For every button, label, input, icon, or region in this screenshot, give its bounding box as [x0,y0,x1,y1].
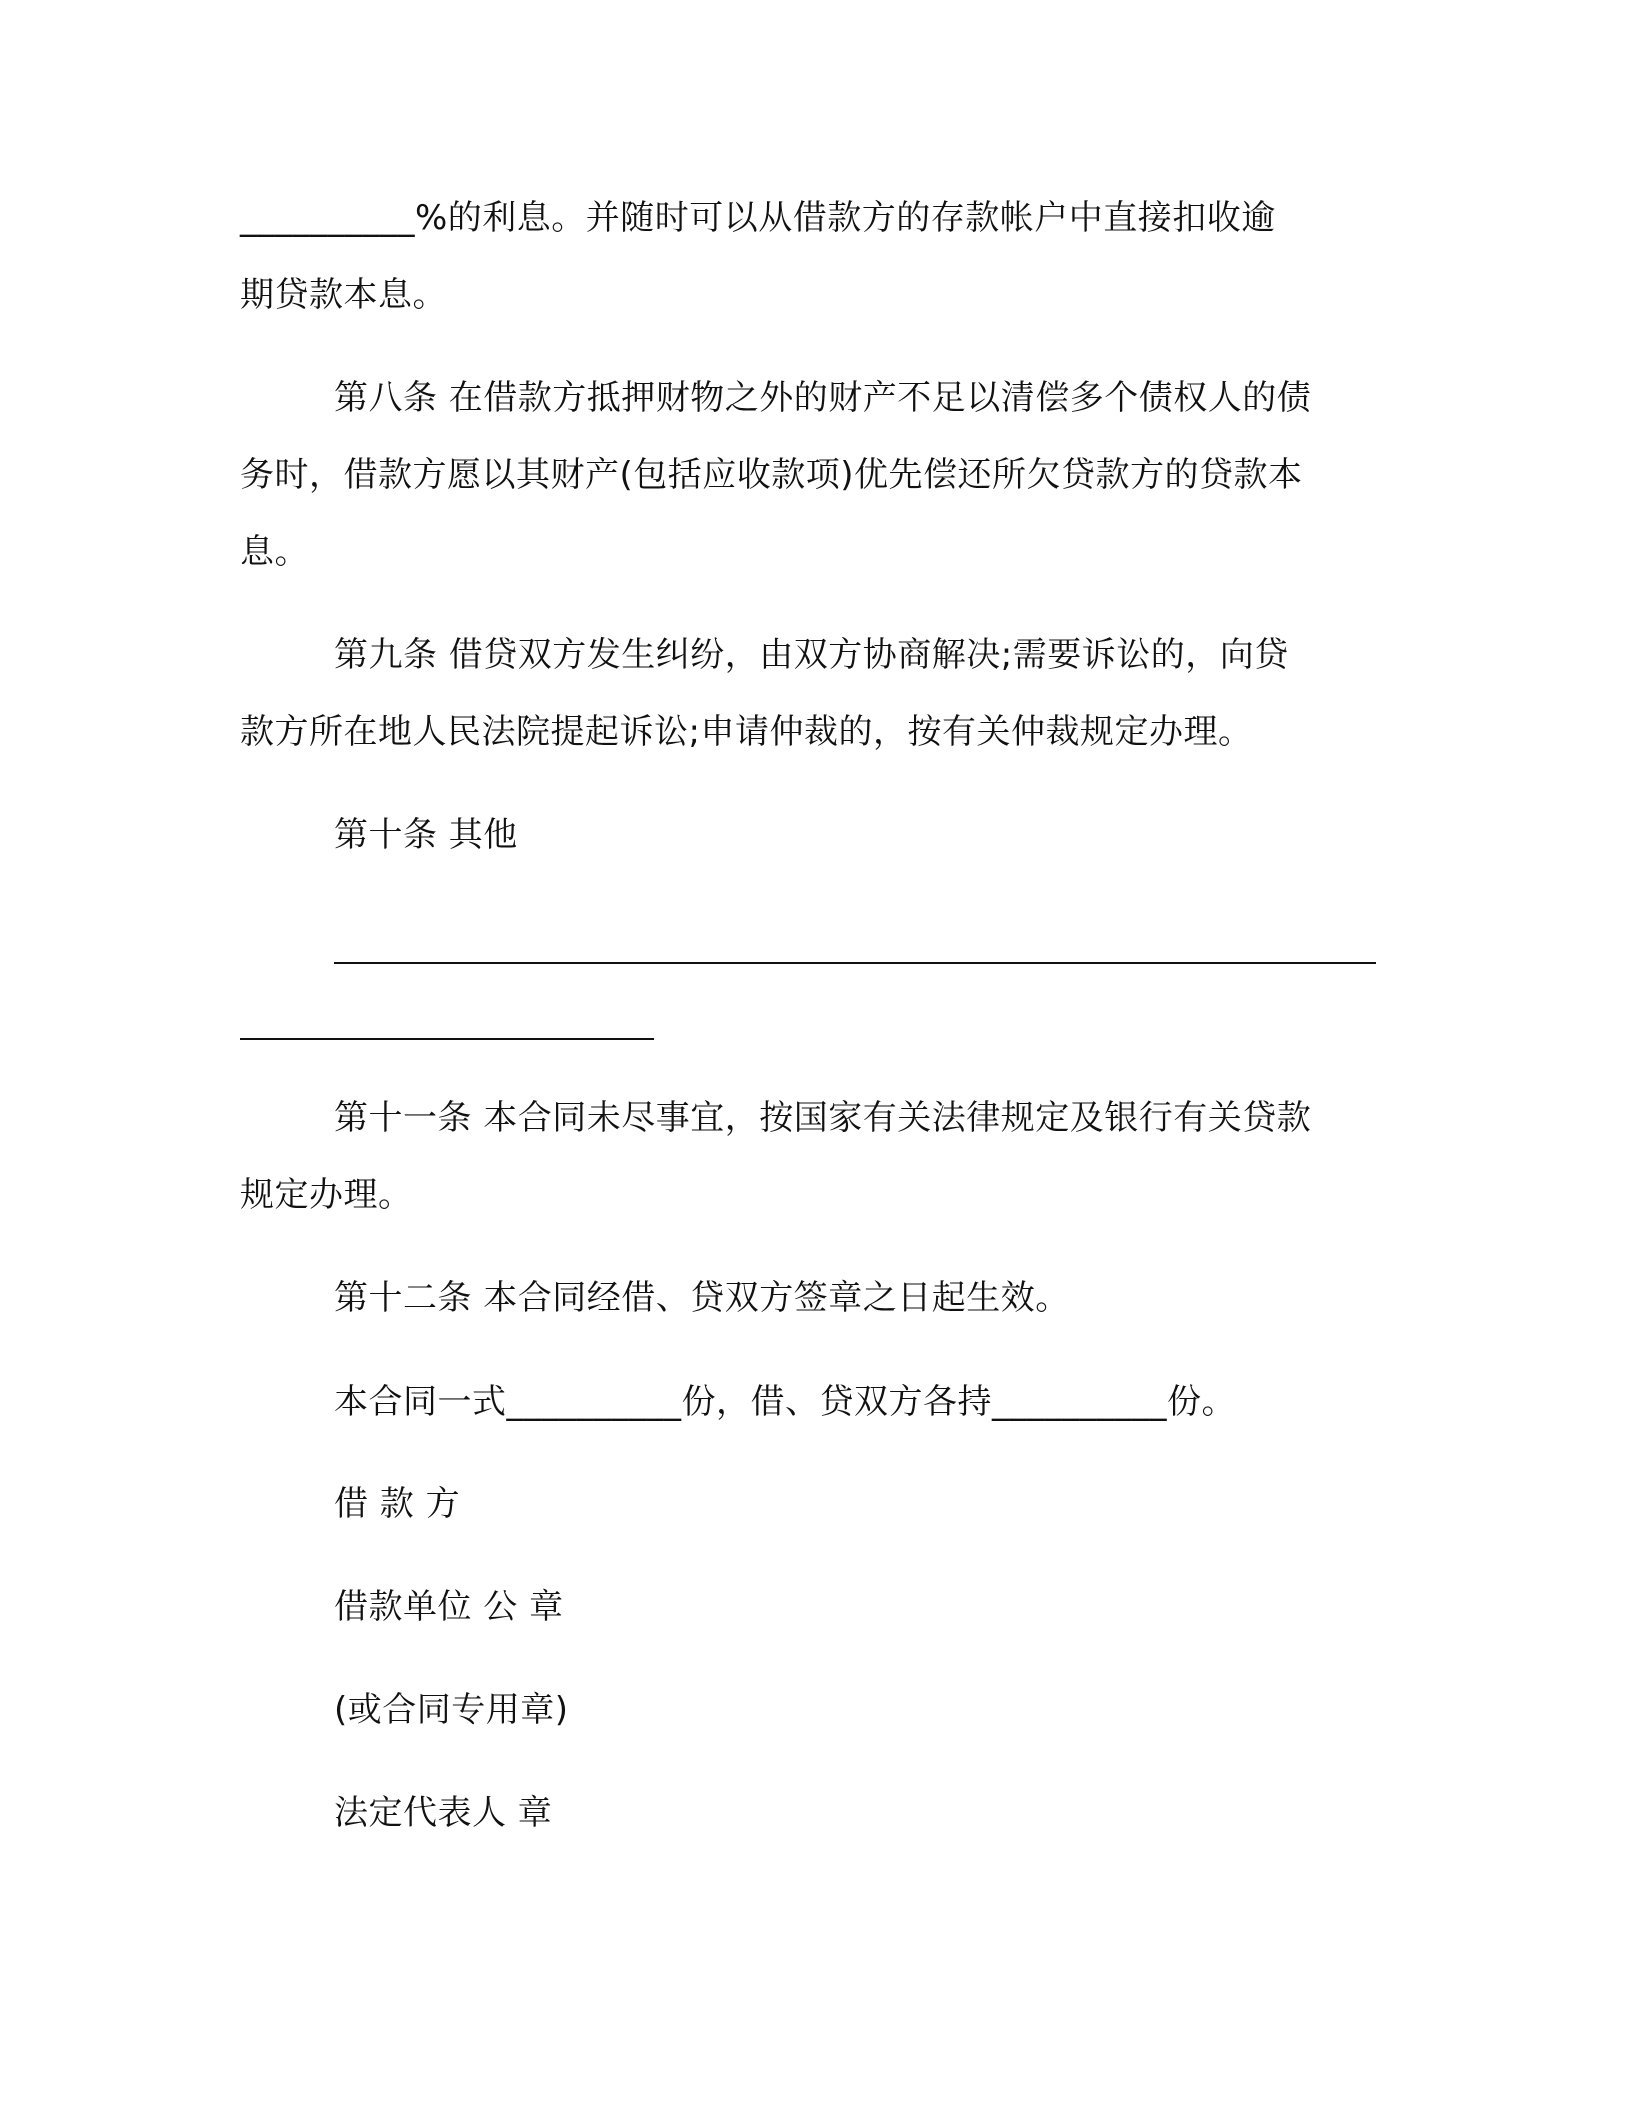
article-8-line-2: 务时，借款方愿以其财产(包括应收款项)优先偿还所欠贷款方的贷款本 [240,455,1303,495]
signature-party: 借 款 方 [334,1484,461,1524]
article-10-heading: 第十条 其他 [334,815,518,855]
article-8-line-3: 息。 [240,532,309,572]
signature-seal-note: (或合同专用章) [334,1690,569,1730]
blank-line-1 [334,962,1376,964]
article-9-line-1: 第九条 借贷双方发生纠纷，由双方协商解决;需要诉讼的，向贷 [334,635,1289,675]
paragraph-continuation-line-2: 期贷款本息。 [240,275,447,315]
article-8-line-1: 第八条 在借款方抵押财物之外的财产不足以清偿多个债权人的债 [334,378,1312,418]
copies-clause: 本合同一式__________份，借、贷双方各持__________份。 [334,1382,1236,1422]
article-12: 第十二条 本合同经借、贷双方签章之日起生效。 [334,1278,1070,1318]
signature-representative: 法定代表人 章 [334,1793,553,1833]
signature-seal: 借款单位 公 章 [334,1587,564,1627]
paragraph-continuation-line-1: __________%的利息。并随时可以从借款方的存款帐户中直接扣收逾 [240,198,1276,238]
blank-line-2 [240,1038,654,1040]
article-11-line-1: 第十一条 本合同未尽事宜，按国家有关法律规定及银行有关贷款 [334,1098,1312,1138]
article-9-line-2: 款方所在地人民法院提起诉讼;申请仲裁的，按有关仲裁规定办理。 [240,712,1253,752]
article-11-line-2: 规定办理。 [240,1175,413,1215]
